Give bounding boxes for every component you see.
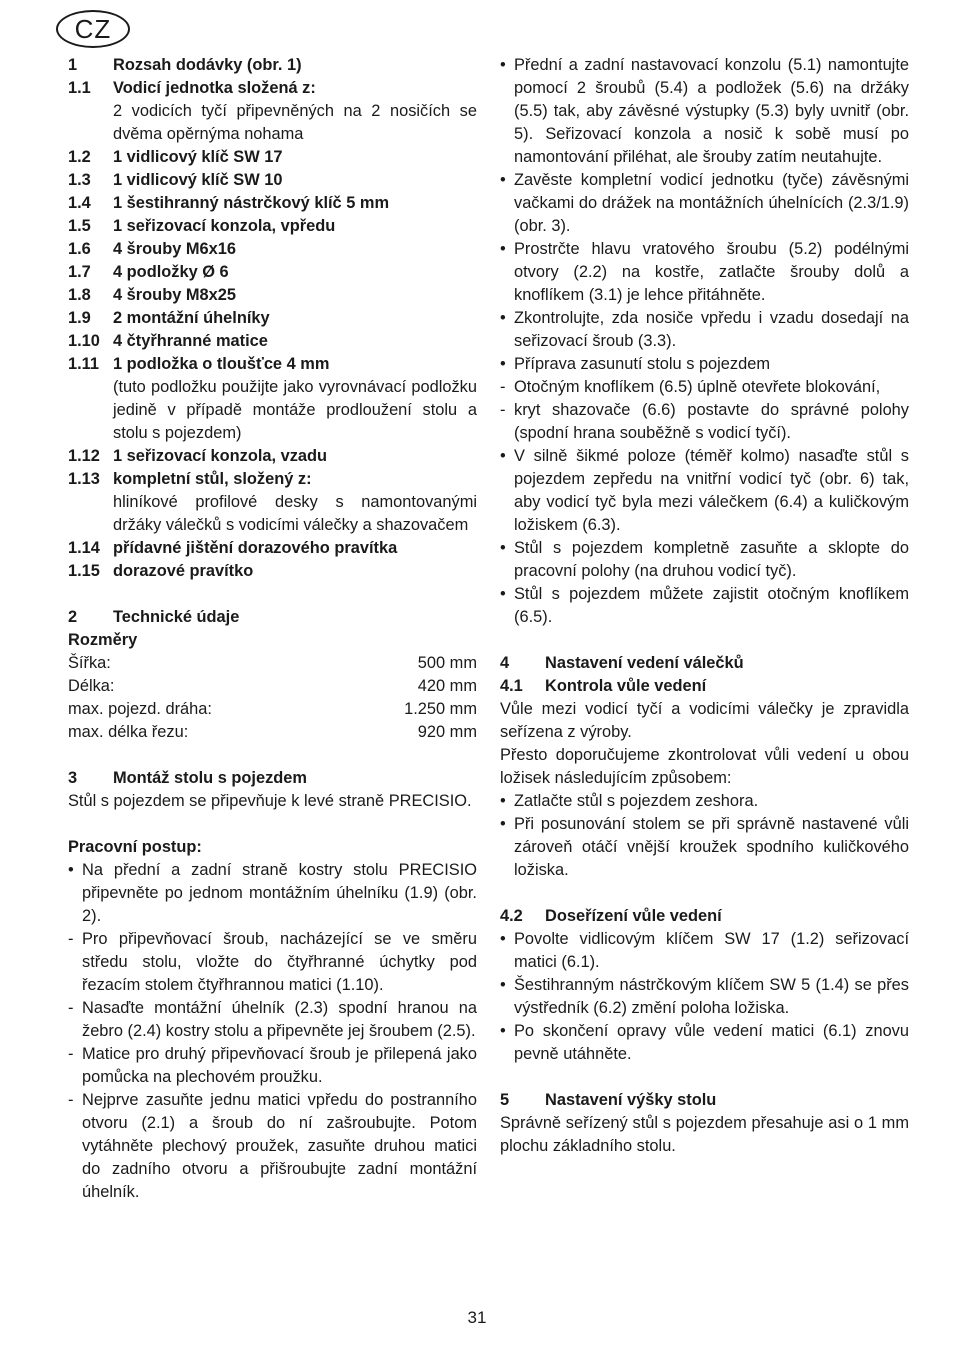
item-title: 4 podložky Ø 6 [113, 263, 229, 281]
bullet-marker: • [500, 792, 506, 810]
list-text: Stůl s pojezdem kompletně zasuňte a sklopte do pracovní polohy (na druhou vodicí tyč). [514, 539, 909, 580]
list-item [500, 54, 909, 169]
bullet-marker: • [500, 447, 506, 465]
item-number: 1.6 [68, 240, 91, 258]
list-text: Pro připevňovací šroub, nacházející se ve směru středu stolu, vložte do čtyřhranné úchytky pod řezacím stolem čtyřhrannou matici (1.10). [82, 930, 477, 994]
item-number: 1.8 [68, 286, 91, 304]
item-number: 1.15 [68, 562, 100, 580]
section-title: Technické údaje [113, 608, 240, 626]
list-item [500, 974, 909, 1020]
list-item [68, 284, 477, 307]
list-item [500, 537, 909, 583]
list-text: Nasaďte montážní úhelník (2.3) spodní hranou na žebro (2.4) kostry stolu a připevněte jej šroubem (2.5). [82, 999, 477, 1040]
list-text: Prostrčte hlavu vratového šroubu (5.2) podélnými otvory (2.2) na kostře, zatlačte šrouby dolů a knoflíkem (3.1) je lehce přitáhněte. [514, 240, 909, 304]
section-4-1-heading [500, 675, 909, 698]
bullet-marker: • [500, 930, 506, 948]
item-title: 1 vidlicový klíč SW 10 [113, 171, 283, 189]
list-text: Matice pro druhý připevňovací šroub je přilepená jako pomůcka na plechovém proužku. [82, 1045, 477, 1086]
spec-value: 420 mm [417, 677, 477, 695]
list-item [68, 859, 477, 928]
list-item [68, 928, 477, 997]
list-text: Zatlačte stůl s pojezdem zeshora. [514, 792, 759, 810]
language-code: CZ [74, 13, 112, 44]
item-number: 1.12 [68, 447, 100, 465]
item-number: 1.10 [68, 332, 100, 350]
bullet-marker: • [500, 539, 506, 557]
item-title: 1 seřizovací konzola, vzadu [113, 447, 328, 465]
list-text: Stůl s pojezdem můžete zajistit otočným knoflíkem (6.5). [514, 585, 909, 626]
bullet-marker: • [500, 1022, 506, 1040]
section-number: 1 [68, 56, 78, 74]
item-1-13 [68, 468, 477, 491]
list-item [68, 261, 477, 284]
item-1-1 [68, 77, 477, 100]
subheading: Rozměry [68, 631, 138, 649]
bullet-marker: • [500, 815, 506, 833]
item-number: 1.2 [68, 148, 91, 166]
item-number: 1.13 [68, 470, 100, 488]
section-3-heading [68, 767, 477, 790]
bullet-marker: - [500, 401, 506, 419]
spec-label: Délka: [68, 677, 115, 695]
list-item [68, 330, 477, 353]
item-number: 1.3 [68, 171, 91, 189]
paragraph: Přesto doporučujeme zkontrolovat vůli vedení u obou ložisek následujícím způsobem: [500, 746, 909, 787]
bullet-marker: • [500, 240, 506, 258]
section-number: 4 [500, 654, 510, 672]
section-title: Doseřízení vůle vedení [545, 907, 722, 925]
section-5-heading [500, 1089, 909, 1112]
item-number: 1.9 [68, 309, 91, 327]
list-item [68, 1043, 477, 1089]
item-1-12 [68, 445, 477, 468]
spec-label: max. pojezd. dráha: [68, 700, 212, 718]
item-list [68, 146, 477, 376]
bullet-marker: • [500, 171, 506, 189]
list-item [68, 192, 477, 215]
list-text: Na přední a zadní straně kostry stolu PRECISIO připevněte po jednom montážním úhelníku (1.9) (obr. 2). [82, 861, 477, 925]
list-item [500, 307, 909, 353]
paragraph: Vůle mezi vodicí tyčí a vodicími válečky je zpravidla seřízena z výroby. [500, 700, 909, 741]
list-item [500, 445, 909, 537]
bullet-marker: • [500, 309, 506, 327]
list-text: Po skončení opravy vůle vedení matici (6.1) znovu pevně utáhněte. [514, 1022, 909, 1063]
left-column [68, 54, 477, 1204]
spec-row [68, 652, 477, 675]
item-title: 4 šrouby M8x25 [113, 286, 236, 304]
item-title: kompletní stůl, složený z: [113, 470, 312, 488]
item-title: 4 šrouby M6x16 [113, 240, 236, 258]
item-title: Vodicí jednotka složená z: [113, 79, 316, 97]
list-text: kryt shazovače (6.6) postavte do správné polohy (spodní hrana souběžně s vodicí tyčí). [514, 401, 909, 442]
item-number: 1.11 [68, 355, 99, 373]
list-item [68, 997, 477, 1043]
bullet-marker: - [68, 1091, 74, 1109]
paragraph: Správně seřízený stůl s pojezdem přesahuje asi o 1 mm plochu základního stolu. [500, 1114, 909, 1155]
item-title: 1 šestihranný nástrčkový klíč 5 mm [113, 194, 390, 212]
list-item [500, 928, 909, 974]
spec-value: 920 mm [417, 723, 477, 741]
bullet-marker: • [68, 861, 74, 879]
list-text: Zavěste kompletní vodicí jednotku (tyče) závěsnými vačkami do drážek na montážních úhelnících (2.3/1.9) (obr. 3). [514, 171, 909, 235]
right-column [500, 54, 909, 1158]
list-item [68, 353, 477, 376]
item-title: 4 čtyřhranné matice [113, 332, 268, 350]
spec-value: 500 mm [417, 654, 477, 672]
item-1-15 [68, 560, 477, 583]
item-title: 2 montážní úhelníky [113, 309, 270, 327]
list-text: Při posunování stolem se při správně nastavené vůli zároveň otáčí vnější kroužek spodního kuličkového ložiska. [514, 815, 909, 879]
section-title: Nastavení vedení válečků [545, 654, 744, 672]
list-item [68, 307, 477, 330]
spec-label: Šířka: [68, 654, 111, 672]
item-description: hliníkové profilové desky s namontovanými držáky válečků s vodicími válečky a shazovačem [113, 493, 477, 534]
section-4-2-heading [500, 905, 909, 928]
section-2-heading [68, 606, 477, 629]
bullet-marker: - [500, 378, 506, 396]
list-text: Zkontrolujte, zda nosiče vpředu i vzadu dosedají na seřizovací šroub (3.3). [514, 309, 909, 350]
paragraph: Stůl s pojezdem se připevňuje k levé straně PRECISIO. [68, 792, 472, 810]
page-number: 31 [467, 1308, 487, 1327]
item-title: dorazové pravítko [113, 562, 254, 580]
section-title: Rozsah dodávky (obr. 1) [113, 56, 302, 74]
list-text: Přední a zadní nastavovací konzolu (5.1) namontujte pomocí 2 šroubů (5.4) a podložek (5.6) na držáky (5.5) tak, aby závěsné výstupky (5.3) byly uvnitř (obr. 5). Seřizovací konzola a nosič k sobě musí po namontování přiléhat, ale šrouby zatím neutahujte. [514, 56, 909, 166]
item-number: 1.14 [68, 539, 100, 557]
list-text: Otočným knoflíkem (6.5) úplně otevřete blokování, [514, 378, 881, 396]
item-number: 1.7 [68, 263, 91, 281]
section-number: 2 [68, 608, 78, 626]
item-description: 2 vodicích tyčí připevněných na 2 nosičích se dvěma opěrnýma nohama [113, 102, 477, 143]
bullet-marker: • [500, 355, 506, 373]
section-title: Nastavení výšky stolu [545, 1091, 717, 1109]
bullet-marker: - [68, 999, 74, 1017]
item-description: (tuto podložku použijte jako vyrovnávací podložku jedině v případě montáže prodloužení stolu a stolu s pojezdem) [113, 378, 477, 442]
list-text: Šestihranným nástrčkovým klíčem SW 5 (1.4) se přes výstředník (6.2) změní poloha ložiska. [514, 976, 909, 1017]
bullet-marker: - [68, 930, 74, 948]
subheading: Pracovní postup: [68, 838, 202, 856]
bullet-marker: • [500, 976, 506, 994]
item-number: 1.4 [68, 194, 91, 212]
list-item [500, 353, 909, 376]
list-item [68, 146, 477, 169]
section-title: Kontrola vůle vedení [545, 677, 707, 695]
bullet-marker: • [500, 585, 506, 603]
list-item [500, 1020, 909, 1066]
list-item [500, 813, 909, 882]
item-title: přídavné jištění dorazového pravítka [113, 539, 398, 557]
list-item [500, 169, 909, 238]
list-text: Nejprve zasuňte jednu matici vpředu do postranního otvoru (2.1) a šroub do ní zašroubujte. Potom vytáhněte plechový proužek, zasuňte druhou matici do zadního otvoru a přišroubujte zadní montážní úhelník. [82, 1091, 477, 1201]
list-item [500, 238, 909, 307]
list-item [68, 169, 477, 192]
section-4-heading [500, 652, 909, 675]
list-text: Povolte vidlicovým klíčem SW 17 (1.2) seřizovací matici (6.1). [514, 930, 909, 971]
item-number: 1.1 [68, 79, 91, 97]
list-text: Příprava zasunutí stolu s pojezdem [514, 355, 771, 373]
list-item [500, 399, 909, 445]
list-text: V silně šikmé poloze (téměř kolmo) nasaďte stůl s pojezdem zepředu na vnitřní vodicí tyč (obr. 6) tak, aby vodicí tyč byla mezi válečkem (6.4) a kuličkovým ložiskem (6.3). [514, 447, 909, 534]
bullet-marker: - [68, 1045, 74, 1063]
list-item [68, 1089, 477, 1204]
list-item [500, 583, 909, 629]
language-badge [56, 10, 130, 48]
section-title: Montáž stolu s pojezdem [113, 769, 307, 787]
item-title: 1 podložka o tloušťce 4 mm [113, 355, 330, 373]
item-1-14 [68, 537, 477, 560]
list-item [500, 376, 909, 399]
item-title: 1 seřizovací konzola, vpředu [113, 217, 336, 235]
section-number: 4.2 [500, 907, 523, 925]
list-item [68, 215, 477, 238]
section-1-heading [68, 54, 477, 77]
spec-label: max. délka řezu: [68, 723, 189, 741]
spec-row [68, 698, 477, 721]
list-item [500, 790, 909, 813]
section-number: 5 [500, 1091, 510, 1109]
item-number: 1.5 [68, 217, 91, 235]
spec-row [68, 721, 477, 744]
spec-value: 1.250 mm [404, 700, 477, 718]
spec-row [68, 675, 477, 698]
section-number: 3 [68, 769, 78, 787]
list-item [68, 238, 477, 261]
item-title: 1 vidlicový klíč SW 17 [113, 148, 283, 166]
bullet-marker: • [500, 56, 506, 74]
section-number: 4.1 [500, 677, 523, 695]
